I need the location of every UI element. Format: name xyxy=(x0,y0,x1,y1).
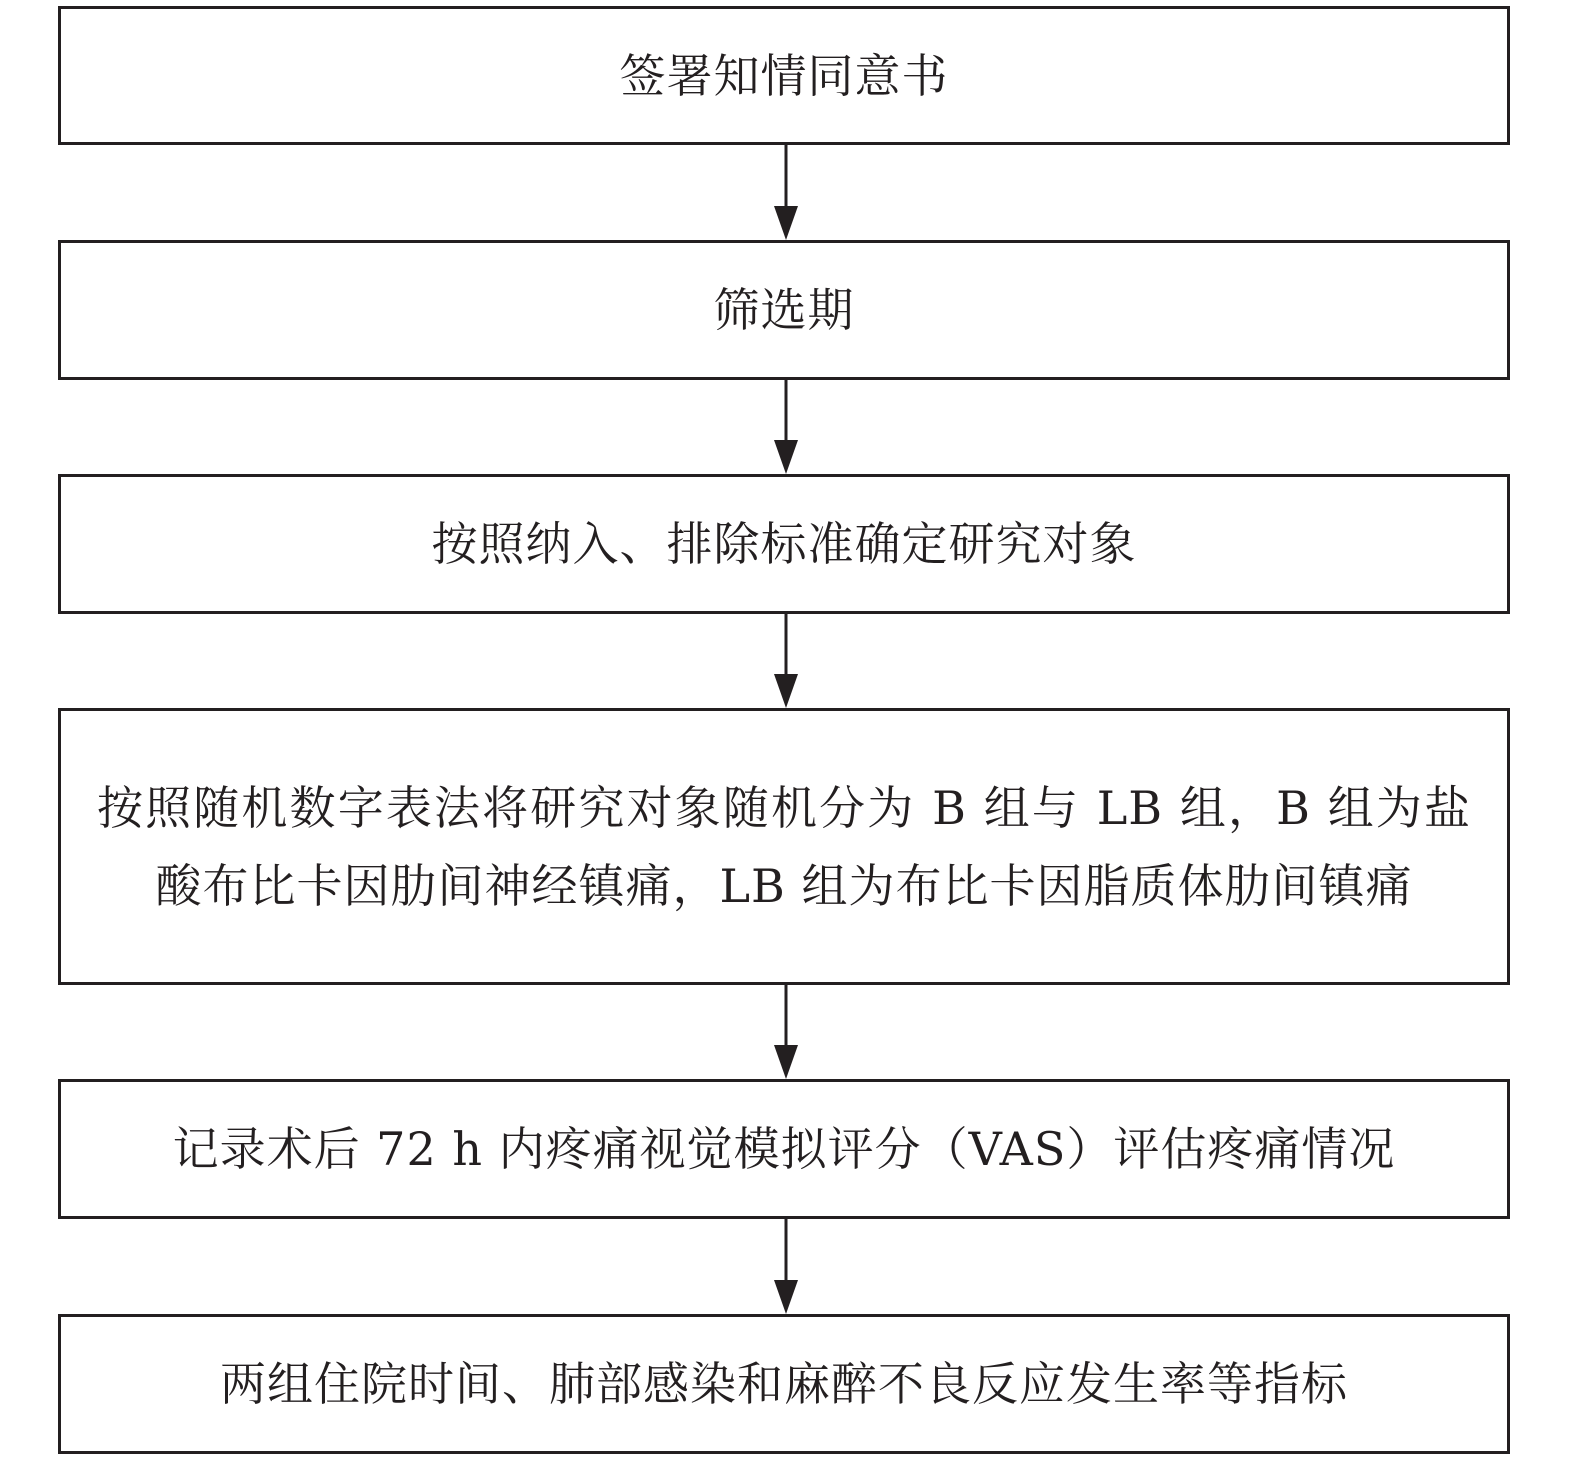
step-inclusion-exclusion xyxy=(58,474,1510,614)
step-label: 签署知情同意书 xyxy=(619,48,949,103)
step-label: 按照纳入、排除标准确定研究对象 xyxy=(431,517,1137,571)
step-label: 筛选期 xyxy=(713,283,855,337)
arrow-2 xyxy=(774,380,798,474)
arrow-4 xyxy=(774,985,798,1079)
step-label: 按照随机数字表法将研究对象随机分为 B 组与 LB 组，B 组为盐酸布比卡因肋间神经镇痛，LB 组为布比卡因脂质体肋间镇痛 xyxy=(97,780,1471,913)
arrow-5 xyxy=(774,1219,798,1314)
step-informed-consent xyxy=(58,6,1510,145)
step-label: 两组住院时间、肺部感染和麻醉不良反应发生率等指标 xyxy=(220,1357,1348,1411)
step-outcome-indicators xyxy=(58,1314,1510,1454)
step-screening xyxy=(58,240,1510,380)
step-vas-record xyxy=(58,1079,1510,1219)
arrow-1 xyxy=(774,145,798,240)
arrow-3 xyxy=(774,614,798,708)
step-randomization xyxy=(58,708,1510,985)
step-label: 记录术后 72 h 内疼痛视觉模拟评分（VAS）评估疼痛情况 xyxy=(172,1122,1396,1176)
